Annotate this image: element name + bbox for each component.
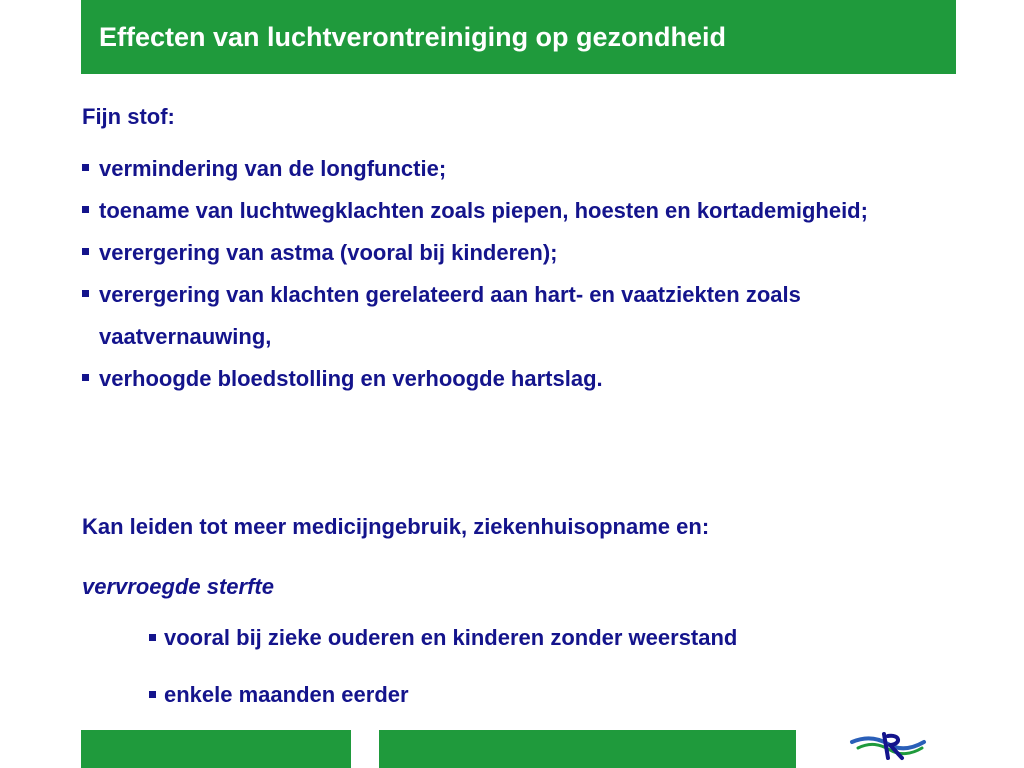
list-item-text: enkele maanden eerder [164, 682, 409, 707]
list-item [149, 681, 737, 709]
section-heading: Fijn stof: [82, 104, 175, 129]
title-bar [81, 0, 956, 74]
footer-bar-left [81, 730, 351, 768]
bullet-square-icon [149, 634, 156, 641]
bullet-square-icon [82, 290, 89, 297]
bullet-square-icon [82, 248, 89, 255]
slide-title: Effecten van luchtverontreiniging op gezondheid [99, 22, 727, 52]
sub-bullet-list [149, 624, 737, 709]
list-item [149, 624, 737, 652]
bullet-square-icon [82, 206, 89, 213]
bullet-square-icon [149, 691, 156, 698]
list-item [82, 232, 952, 274]
list-item [82, 190, 952, 232]
list-item [82, 358, 952, 400]
list-item-text: verhoogde bloedstolling en verhoogde hartslag. [99, 366, 603, 391]
organization-logo-icon [848, 728, 928, 762]
bullet-square-icon [82, 164, 89, 171]
list-item [82, 148, 952, 190]
list-item-text: toename van luchtwegklachten zoals piepen, hoesten en kortademigheid; [99, 198, 868, 223]
list-item [82, 274, 952, 358]
bullet-square-icon [82, 374, 89, 381]
list-item-text: verergering van klachten gerelateerd aan hart- en vaatziekten zoals vaatvernauwing, [99, 282, 801, 349]
bullet-list [82, 148, 952, 400]
footer-bar-middle [379, 730, 796, 768]
summary-text: Kan leiden tot meer medicijngebruik, ziekenhuisopname en: [82, 514, 710, 539]
list-item-text: verergering van astma (vooral bij kinderen); [99, 240, 558, 265]
emphasis-text: vervroegde sterfte [82, 574, 274, 599]
list-item-text: vooral bij zieke ouderen en kinderen zonder weerstand [164, 625, 738, 650]
list-item-text: vermindering van de longfunctie; [99, 156, 447, 181]
